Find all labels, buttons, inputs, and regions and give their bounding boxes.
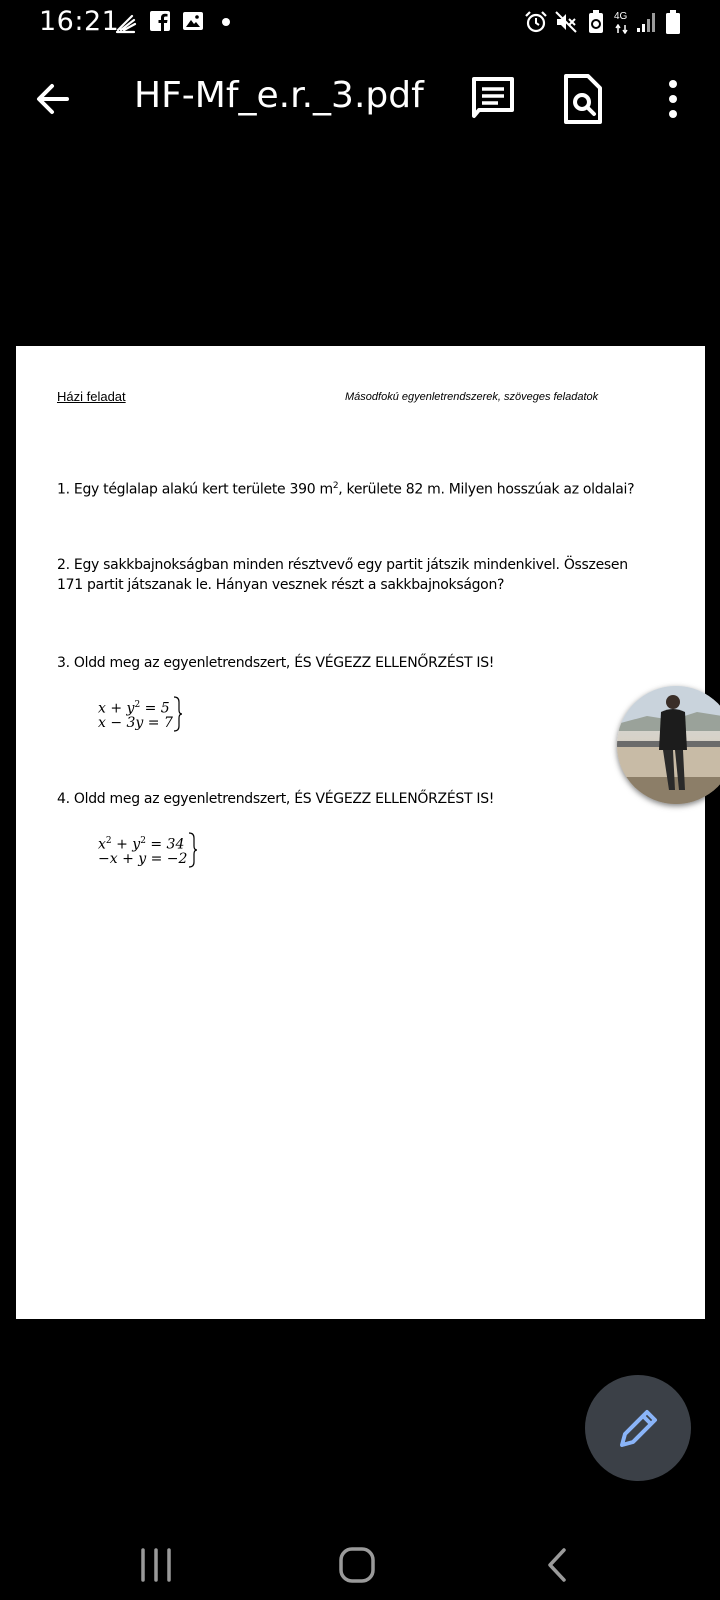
q3-brace: [173, 696, 183, 732]
question-4: 4. Oldd meg az egyenletrendszert, ÉS VÉGEZZ ELLENŐRZÉST IS!: [57, 791, 495, 807]
q4-brace: [188, 832, 198, 868]
battery-saver-icon: [586, 10, 606, 34]
q3-equation-1: $x + y^2 = 5$: [98, 700, 170, 717]
navigation-bar: [0, 1520, 720, 1600]
header-right: Másodfokú egyenletrendszerek, szöveges feladatok: [345, 391, 599, 403]
pencil-edit-icon: [585, 1375, 691, 1481]
more-options-icon[interactable]: [646, 72, 700, 126]
comment-icon[interactable]: [466, 72, 520, 126]
status-time: 16:21: [39, 6, 120, 37]
question-3: 3. Oldd meg az egyenletrendszert, ÉS VÉGEZZ ELLENŐRZÉST IS!: [57, 655, 495, 671]
back-icon[interactable]: [534, 1542, 584, 1588]
mute-icon: [554, 10, 578, 34]
back-arrow-icon[interactable]: [28, 74, 78, 124]
q4-equation-2: −x + y = −2: [98, 851, 188, 867]
q3-equation-2: x − 3y = 7: [98, 715, 173, 731]
network-4g-label: 4G: [614, 11, 628, 22]
home-icon[interactable]: [332, 1542, 382, 1588]
swipe-notification-icon: [114, 10, 138, 36]
gallery-icon: [182, 10, 204, 32]
signal-icon: [636, 10, 658, 34]
edit-fab-button[interactable]: [585, 1375, 691, 1481]
status-bar: [0, 0, 720, 48]
header-left: Házi feladat: [57, 389, 126, 404]
recent-apps-icon[interactable]: [131, 1542, 181, 1588]
network-4g-icon: [614, 24, 630, 34]
question-1: 1. Egy téglalap alakú kert területe 390 $m^2$, kerülete 82 m. Milyen hosszúak az oldalai?: [57, 481, 635, 498]
battery-icon: [664, 10, 682, 36]
alarm-icon: [524, 10, 548, 34]
app-bar: [0, 60, 720, 140]
dot-icon: [221, 17, 231, 27]
question-2: 2. Egy sakkbajnokságban minden résztvevő egy partit játszik mindenkivel. Összesen 171 partit játszanak le. Hányan vesznek részt a sakkbajnokságon?: [57, 557, 628, 593]
facebook-icon: [149, 10, 171, 32]
document-title: HF-Mf_e.r._3.pdf: [134, 75, 424, 116]
find-in-document-icon[interactable]: [556, 72, 610, 126]
pdf-page[interactable]: [16, 346, 705, 1319]
q4-equation-1: $x^2 + y^2 = 34$: [98, 836, 185, 853]
